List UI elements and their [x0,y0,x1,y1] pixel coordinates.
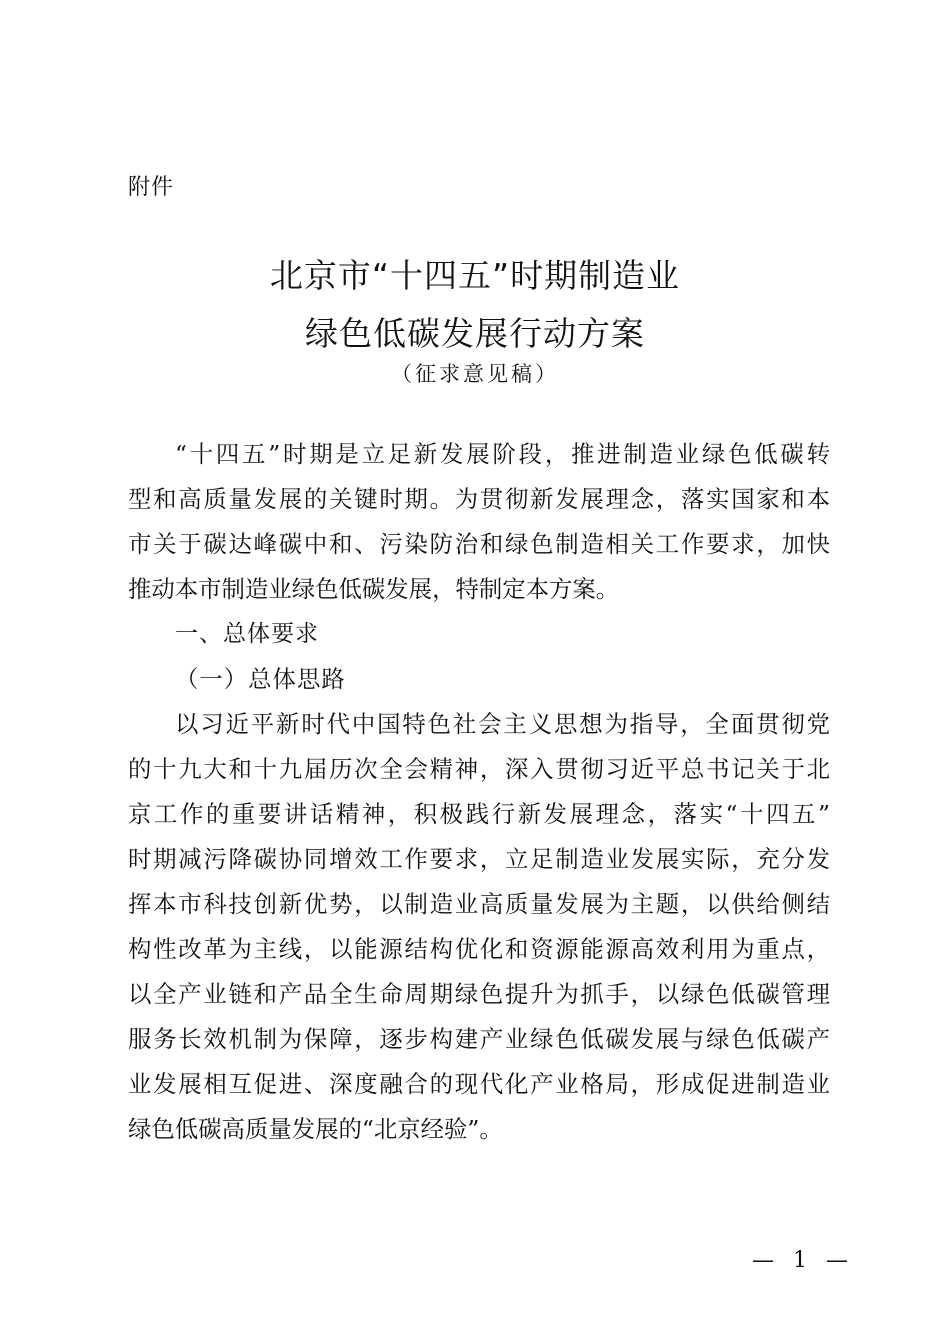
intro-line: 市关于碳达峰碳中和、污染防治和绿色制造相关工作要求，加快 [128,530,830,558]
page-number: — 1 — [752,1248,854,1273]
document-title-line-2: 绿色低碳发展行动方案 [305,314,645,353]
body-line: 时期减污降碳协同增效工作要求，立足制造业发展实际，充分发 [128,845,830,873]
document-title-line-1: 北京市“十四五”时期制造业 [269,256,681,295]
body-line: 绿色低碳高质量发展的“北京经验”。 [128,1115,503,1143]
intro-line: 型和高质量发展的关键时期。为贯彻新发展理念，落实国家和本 [128,485,830,513]
body-line: 构性改革为主线，以能源结构优化和资源能源高效利用为重点， [128,935,830,963]
section-heading: 一、总体要求 [175,621,319,647]
body-line: 挥本市科技创新优势，以制造业高质量发展为主题，以供给侧结 [128,890,830,918]
body-line: 以习近平新时代中国特色社会主义思想为指导，全面贯彻党 [175,710,830,738]
body-line: 以全产业链和产品全生命周期绿色提升为抓手，以绿色低碳管理 [128,980,830,1008]
body-line: 京工作的重要讲话精神，积极践行新发展理念，落实“十四五” [128,800,830,828]
intro-line: “十四五”时期是立足新发展阶段，推进制造业绿色低碳转 [175,440,830,468]
document-subtitle: （征求意见稿） [391,362,559,386]
subsection-heading: （一）总体思路 [175,665,346,693]
body-line: 业发展相互促进、深度融合的现代化产业格局，形成促进制造业 [128,1070,830,1098]
intro-line: 推动本市制造业绿色低碳发展，特制定本方案。 [128,575,620,603]
body-line: 的十九大和十九届历次全会精神，深入贯彻习近平总书记关于北 [128,755,830,783]
attachment-label: 附件 [128,175,175,200]
body-line: 服务长效机制为保障，逐步构建产业绿色低碳发展与绿色低碳产 [128,1025,830,1053]
